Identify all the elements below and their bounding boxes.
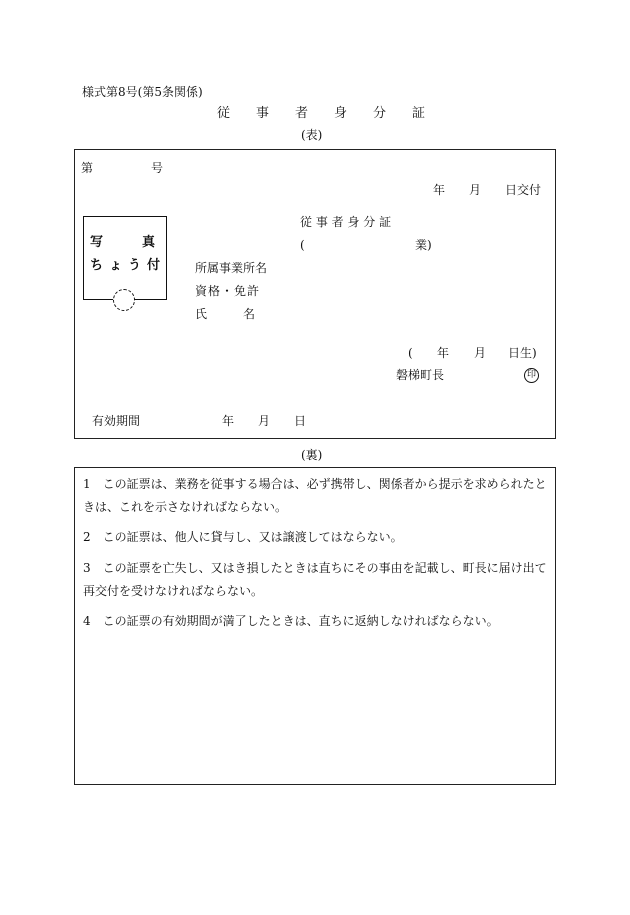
validity-year: 年 xyxy=(222,414,235,428)
validity-month: 月 xyxy=(258,414,271,428)
note-4: 4 この証票の有効期間が満了したときは、直ちに返納しなければならない。 xyxy=(83,614,499,628)
note-2: 2 この証票は、他人に貸与し、又は譲渡してはならない。 xyxy=(83,530,403,544)
field-office-label: 所属事業所名 xyxy=(195,261,268,275)
birth-year: 年 xyxy=(437,346,450,360)
field-name-label: 氏 名 xyxy=(195,307,256,321)
validity-day: 日 xyxy=(294,414,307,428)
photo-box xyxy=(83,216,167,300)
number-prefix: 第 xyxy=(81,161,94,175)
issuer-name: 磐梯町長 xyxy=(396,368,445,382)
number-suffix: 号 xyxy=(151,161,164,175)
issue-month: 月 xyxy=(469,183,482,197)
photo-label-line1: 写 真 xyxy=(90,235,156,250)
back-label: (裏) xyxy=(301,448,323,462)
card-title: 従 事 者 身 分 証 xyxy=(300,215,392,229)
issue-day: 日交付 xyxy=(505,183,542,197)
photo-label-line2: ちょう付 xyxy=(90,258,167,273)
seal-placement-circle xyxy=(113,289,135,311)
form-number: 様式第8号(第5条関係) xyxy=(82,85,203,99)
seal-mark: 印 xyxy=(524,368,539,383)
note-3: 3 この証票を亡失し、又はき損したときは直ちにその事由を記載し、町長に届け出て再交付を受けなければならない。 xyxy=(83,561,547,598)
field-qualification-label: 資格・免許 xyxy=(195,284,261,298)
birth-month: 月 xyxy=(474,346,487,360)
card-subtitle-close: 業) xyxy=(415,238,432,252)
front-label: (表) xyxy=(301,128,323,142)
card-subtitle-open: ( xyxy=(300,238,305,252)
note-1: 1 この証票は、業務を従事する場合は、必ず携帯し、関係者から提示を求められたときは、これを示さなければならない。 xyxy=(83,477,547,514)
birth-day: 日生) xyxy=(508,346,537,360)
validity-label: 有効期間 xyxy=(92,414,141,428)
birth-open: ( xyxy=(408,346,413,360)
document-title: 従 事 者 身 分 証 xyxy=(217,106,426,121)
issue-year: 年 xyxy=(433,183,446,197)
